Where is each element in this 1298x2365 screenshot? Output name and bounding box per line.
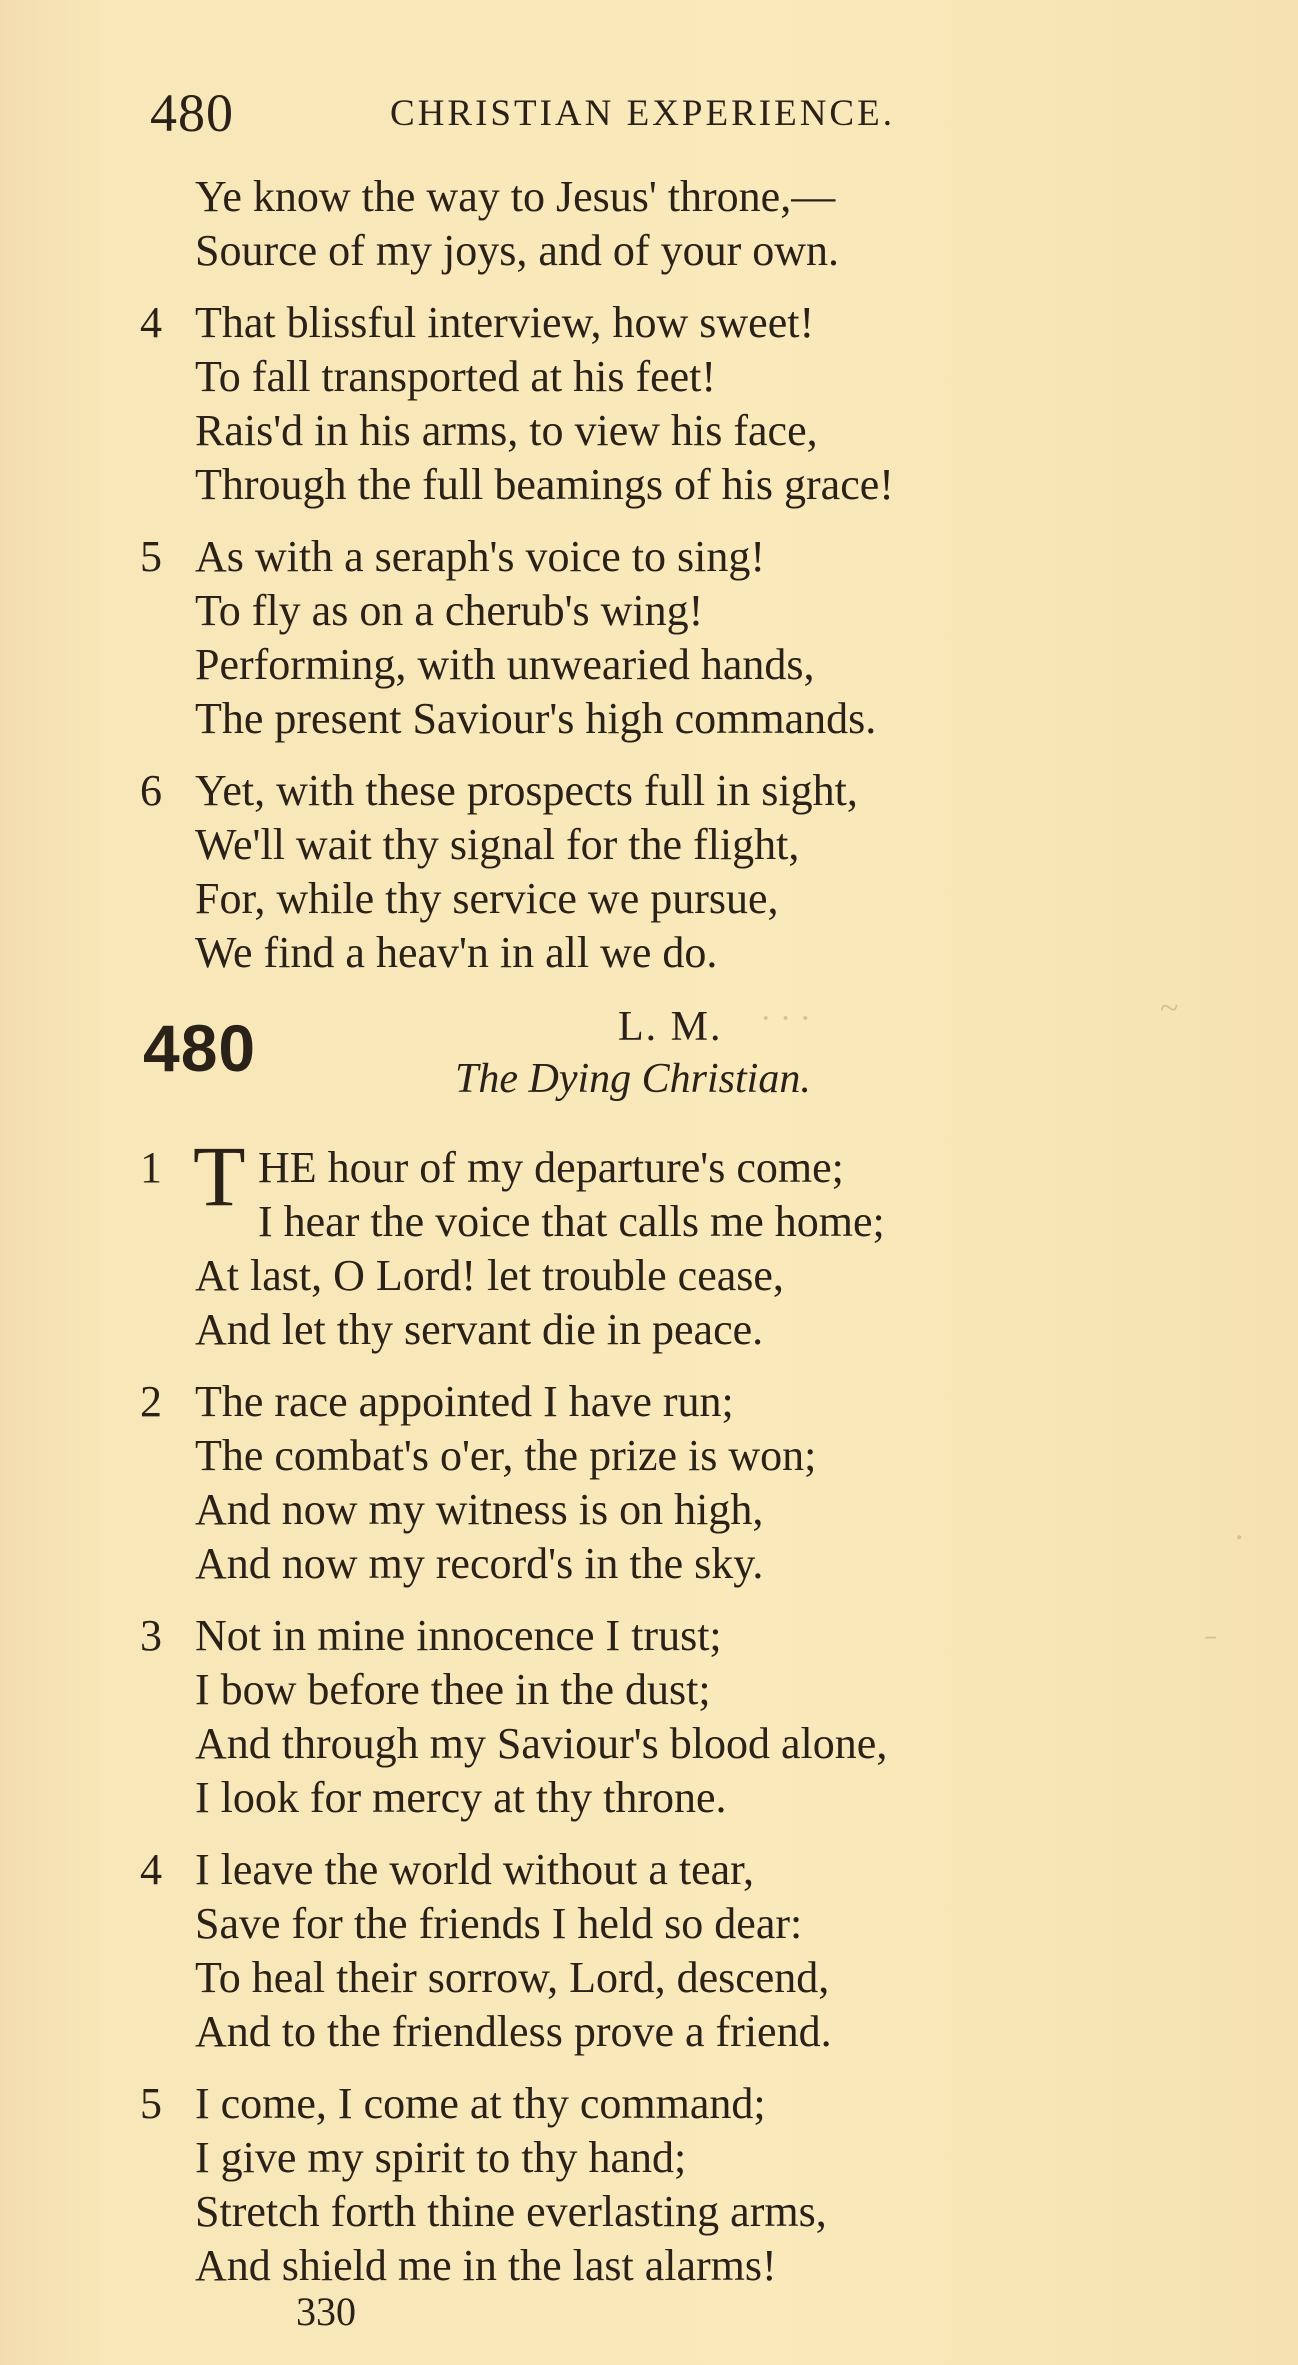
bleed-through-mark: · · · xyxy=(760,1000,811,1037)
verse-line: I look for mercy at thy throne. xyxy=(195,1773,727,1822)
verse-line: Save for the friends I held so dear: xyxy=(195,1899,803,1948)
verse-line: Through the full beamings of his grace! xyxy=(195,460,894,509)
verse-line: And now my witness is on high, xyxy=(195,1485,764,1534)
verse-line: To heal their sorrow, Lord, descend, xyxy=(195,1953,830,2002)
hymn-meter: L. M. xyxy=(618,1004,723,1050)
verse-line: I come, I come at thy command; xyxy=(195,2079,766,2128)
verse-line: HE hour of my departure's come; xyxy=(258,1143,844,1192)
signature-number: 330 xyxy=(296,2289,356,2334)
verse-line: I give my spirit to thy hand; xyxy=(195,2133,687,2182)
verse-line: Source of my joys, and of your own. xyxy=(195,226,840,275)
verse-line: And now my record's in the sky. xyxy=(195,1539,764,1588)
page-number: 480 xyxy=(150,83,234,143)
verse-line: And let thy servant die in peace. xyxy=(195,1305,764,1354)
verse-line: For, while thy service we pursue, xyxy=(195,874,779,923)
verse-line: Ye know the way to Jesus' throne,— xyxy=(195,172,836,221)
bleed-through-mark: ˍ xyxy=(1205,1605,1217,1642)
verse-line: Yet, with these prospects full in sight, xyxy=(195,766,858,815)
verse-line: I bow before thee in the dust; xyxy=(195,1665,711,1714)
verse-line: To fly as on a cherub's wing! xyxy=(195,586,704,635)
verse-line: That blissful interview, how sweet! xyxy=(195,298,815,347)
verse-line: The present Saviour's high commands. xyxy=(195,694,877,743)
verse-line: To fall transported at his feet! xyxy=(195,352,717,401)
running-head: CHRISTIAN EXPERIENCE. xyxy=(390,93,895,134)
bleed-through-mark: . xyxy=(1235,1510,1244,1547)
stanza-number: 5 xyxy=(140,532,162,581)
verse-line: Performing, with unwearied hands, xyxy=(195,640,815,689)
verse-line: As with a seraph's voice to sing! xyxy=(195,532,766,581)
hymn-number: 480 xyxy=(143,1011,257,1085)
drop-cap: T xyxy=(193,1128,246,1224)
verse-line: And shield me in the last alarms! xyxy=(195,2241,777,2290)
verse-line: Rais'd in his arms, to view his face, xyxy=(195,406,818,455)
verse-line: We find a heav'n in all we do. xyxy=(195,928,718,977)
stanza-number: 5 xyxy=(140,2079,162,2128)
verse-line: The race appointed I have run; xyxy=(195,1377,734,1426)
verse-line: I leave the world without a tear, xyxy=(195,1845,755,1894)
stanza-number: 1 xyxy=(140,1143,162,1192)
stanza-number: 3 xyxy=(140,1611,162,1660)
verse-line: The combat's o'er, the prize is won; xyxy=(195,1431,817,1480)
stanza-number: 4 xyxy=(140,298,162,347)
verse-line: And to the friendless prove a friend. xyxy=(195,2007,832,2056)
verse-line: And through my Saviour's blood alone, xyxy=(195,1719,888,1768)
verse-line: Not in mine innocence I trust; xyxy=(195,1611,722,1660)
verse-line: I hear the voice that calls me home; xyxy=(258,1197,885,1246)
verse-line: Stretch forth thine everlasting arms, xyxy=(195,2187,827,2236)
hymn-title: The Dying Christian. xyxy=(455,1056,811,1102)
stanza-number: 4 xyxy=(140,1845,162,1894)
stanza-number: 6 xyxy=(140,766,162,815)
verse-line: At last, O Lord! let trouble cease, xyxy=(195,1251,784,1300)
stanza-number: 2 xyxy=(140,1377,162,1426)
page-header xyxy=(150,82,1050,152)
verse-line: We'll wait thy signal for the flight, xyxy=(195,820,800,869)
bleed-through-mark: ~ xyxy=(1160,990,1179,1027)
